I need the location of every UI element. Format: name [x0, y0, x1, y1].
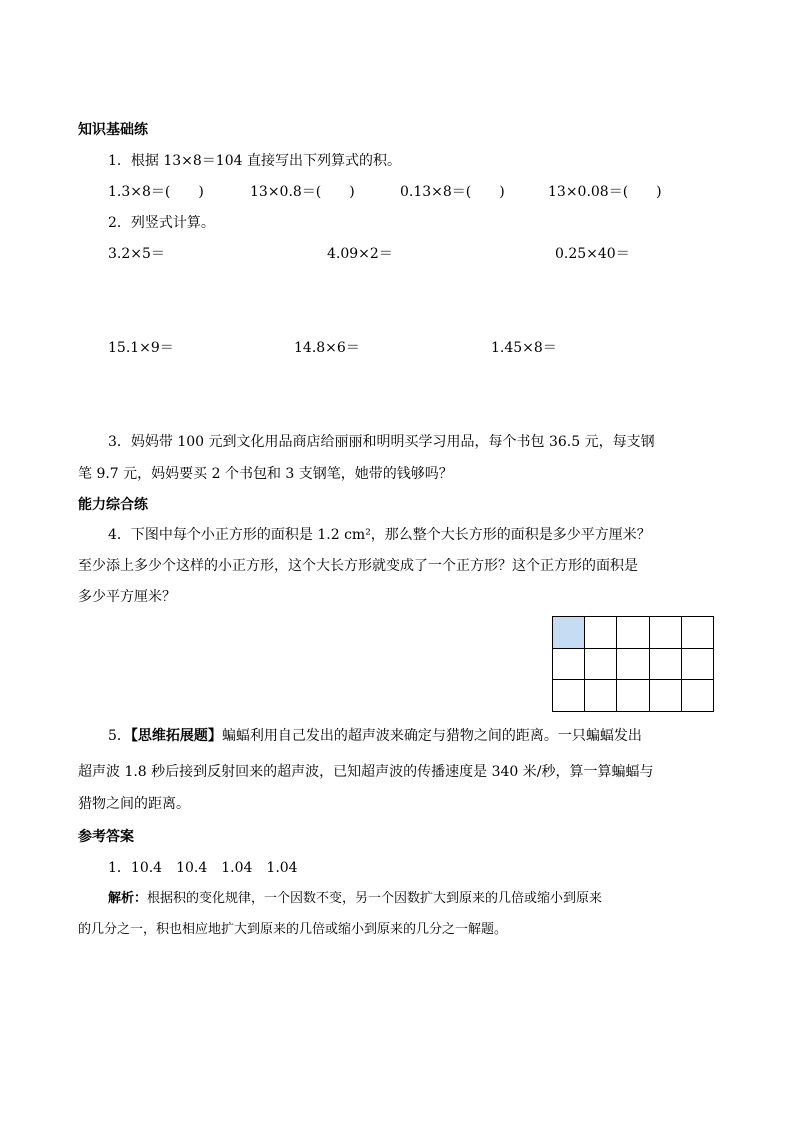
section-heading-basic: 知识基础练 — [78, 122, 148, 138]
grid-cell — [585, 680, 617, 712]
grid-cell-highlighted — [553, 617, 585, 649]
q1-item-4: 13×0.08＝( ) — [548, 184, 662, 200]
q5-line-2: 超声波 1.8 秒后接到反射回来的超声波，已知超声波的传播速度是 340 米/秒，算一算蝙蝠与 — [78, 764, 654, 780]
q2-row2-item-1: 15.1×9＝ — [108, 340, 174, 356]
grid-cell — [650, 649, 682, 681]
grid-cell — [585, 617, 617, 649]
analysis-line-1 — [108, 890, 602, 908]
q3-line-2: 笔 9.7 元，妈妈要买 2 个书包和 3 支钢笔，她带的钱够吗？ — [78, 466, 453, 482]
q1-item-2: 13×0.8＝( ) — [250, 184, 355, 200]
q2-row1-item-3: 0.25×40＝ — [555, 246, 630, 262]
q4-line-3: 多少平方厘米？ — [78, 589, 176, 605]
grid-cell — [650, 680, 682, 712]
section-heading-answers: 参考答案 — [78, 829, 134, 845]
q2-row1-item-2: 4.09×2＝ — [327, 246, 393, 262]
grid-cell — [553, 680, 585, 712]
grid-cell — [617, 649, 649, 681]
q5-line-1 — [108, 727, 642, 745]
q3-line-1: 3．妈妈带 100 元到文化用品商店给丽丽和明明买学习用品，每个书包 36.5 元，每支钢 — [108, 434, 655, 450]
analysis-label: 解析： — [108, 891, 148, 906]
q2-row2-item-2: 14.8×6＝ — [294, 340, 360, 356]
q1-stem: 1．根据 13×8＝104 直接写出下列算式的积。 — [108, 153, 401, 169]
q5-line-1-text: 蝙蝠利用自己发出的超声波来确定与猎物之间的距离。一只蝙蝠发出 — [221, 728, 642, 744]
grid-cell — [617, 680, 649, 712]
section-heading-ability: 能力综合练 — [78, 497, 148, 513]
q5-number: 5． — [108, 728, 131, 744]
grid-cell — [682, 680, 714, 712]
grid-cell — [585, 649, 617, 681]
q5-challenge-tag: 【思维拓展题】 — [130, 728, 222, 744]
q4-line-2: 至少添上多少个这样的小正方形，这个大长方形就变成了一个正方形？这个正方形的面积是 — [78, 558, 638, 574]
analysis-line-2: 的几分之一，积也相应地扩大到原来的几倍或缩小到原来的几分之一解题。 — [78, 922, 508, 937]
q1-item-1: 1.3×8＝( ) — [108, 184, 204, 200]
q1-item-3: 0.13×8＝( ) — [400, 184, 505, 200]
grid-cell — [650, 617, 682, 649]
grid-cell — [682, 649, 714, 681]
q2-row1-item-1: 3.2×5＝ — [108, 246, 165, 262]
q4-line-1: 4．下图中每个小正方形的面积是 1.2 cm²，那么整个大长方形的面积是多少平方厘米？ — [108, 527, 651, 543]
analysis-line-1-text: 根据积的变化规律，一个因数不变，另一个因数扩大到原来的几倍或缩小到原来 — [147, 891, 603, 906]
answer-1: 1．10.4 10.4 1.04 1.04 — [108, 860, 298, 876]
grid-cell — [682, 617, 714, 649]
q2-row2-item-3: 1.45×8＝ — [491, 340, 557, 356]
grid-cell — [553, 649, 585, 681]
q2-stem: 2．列竖式计算。 — [108, 215, 215, 231]
grid-cell — [617, 617, 649, 649]
q5-line-3: 猎物之间的距离。 — [78, 796, 190, 812]
rectangle-grid-figure — [552, 616, 714, 712]
